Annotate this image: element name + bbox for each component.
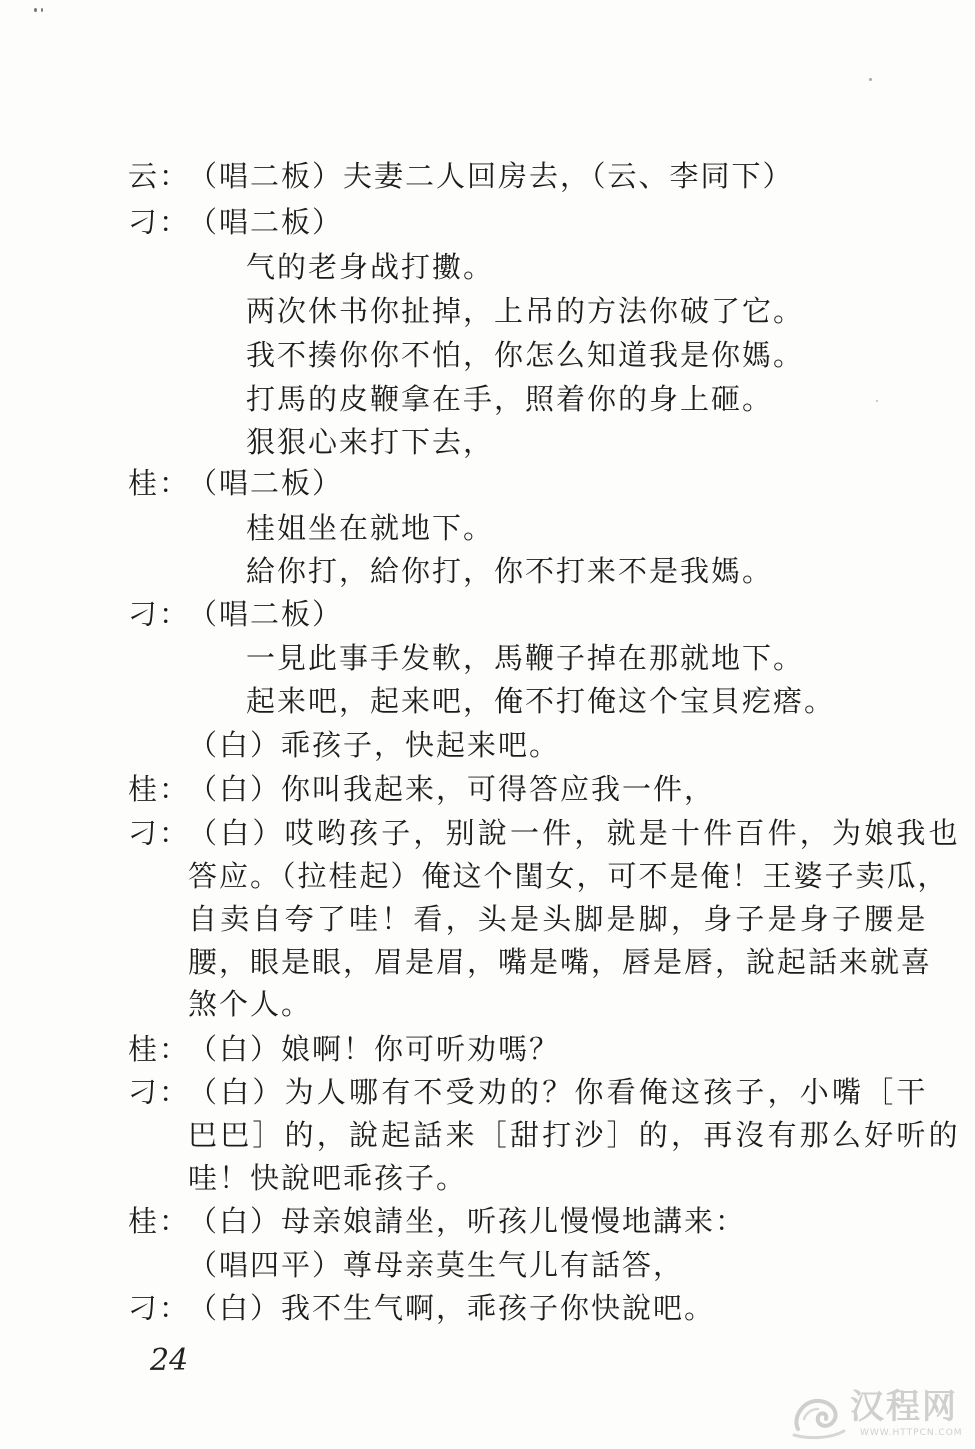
verse-line: 打馬的皮鞭拿在手，照着你的身上砸。 — [246, 382, 774, 416]
speaker-label: 桂： — [128, 1032, 191, 1066]
verse-line: 狠狠心来打下去， — [246, 425, 495, 459]
dialogue-text: （白）为人哪有不受劝的？你看俺这孩子，小嘴［干 — [188, 1075, 929, 1109]
dialogue-text: （唱二板） — [188, 597, 344, 631]
speaker-label: 桂： — [128, 1204, 191, 1238]
verse-line: 一見此事手发軟，馬鞭子掉在那就地下。 — [246, 641, 805, 675]
swirl-logo-icon — [790, 1389, 848, 1441]
speaker-label: 刁： — [128, 1075, 191, 1109]
dialogue-text-continued: 巴巴］的，說起話来［甜打沙］的，再沒有那么好听的 — [188, 1118, 961, 1152]
scan-speck — [34, 8, 37, 12]
verse-line: 气的老身战打擻。 — [246, 250, 495, 284]
dialogue-text: （唱二板） — [188, 205, 344, 239]
dialogue-text-continued: 哇！快說吧乖孩子。 — [188, 1161, 468, 1195]
dialogue-text: （唱二板） — [188, 466, 344, 500]
scan-speck — [876, 400, 878, 402]
watermark — [790, 1385, 970, 1445]
watermark-url: WWW.HTTPCN.COM — [860, 1428, 963, 1438]
verse-line: 給你打，給你打，你不打来不是我媽。 — [246, 554, 774, 588]
dialogue-text: （白）母亲娘請坐，听孩儿慢慢地講来： — [188, 1204, 747, 1238]
dialogue-text: （白）乖孩子，快起来吧。 — [188, 728, 561, 762]
dialogue-text: （白）娘啊！你可听劝嗎？ — [188, 1032, 561, 1066]
scan-speck — [869, 78, 872, 81]
speaker-label: 刁： — [128, 816, 191, 850]
speaker-label: 刁： — [128, 205, 191, 239]
scan-speck — [41, 8, 43, 12]
dialogue-text-continued: 答应。（拉桂起）俺这个閨女，可不是俺！王婆子卖瓜， — [188, 859, 949, 893]
speaker-label: 桂： — [128, 466, 191, 500]
watermark-text: 汉程网 — [850, 1387, 958, 1427]
speaker-label: 刁： — [128, 1291, 191, 1325]
dialogue-text: （白）哎哟孩子，别說一件，就是十件百件，为娘我也 — [188, 816, 961, 850]
dialogue-text: （白）你叫我起来，可得答应我一件， — [188, 772, 716, 806]
speaker-label: 桂： — [128, 772, 191, 806]
dialogue-text-continued: 煞个人。 — [188, 987, 313, 1021]
verse-line: 两次休书你扯掉，上吊的方法你破了它。 — [246, 294, 805, 328]
dialogue-text: （白）我不生气啊，乖孩子你快說吧。 — [188, 1291, 716, 1325]
speaker-label: 刁： — [128, 597, 191, 631]
verse-line: 起来吧，起来吧，俺不打俺这个宝貝疙瘩。 — [246, 684, 836, 718]
verse-line: 桂姐坐在就地下。 — [246, 511, 495, 545]
page-number: 24 — [150, 1343, 189, 1378]
verse-line: 我不揍你你不怕，你怎么知道我是你媽。 — [246, 338, 805, 372]
dialogue-text: （唱四平）尊母亲莫生气儿有話答， — [188, 1248, 685, 1282]
speaker-label: 云： — [128, 159, 191, 193]
dialogue-text-continued: 自卖自夸了哇！看，头是头脚是脚，身子是身子腰是 — [188, 902, 929, 936]
dialogue-text: （唱二板）夫妻二人回房去，（云、李同下） — [188, 159, 794, 193]
dialogue-text-continued: 腰，眼是眼，眉是眉，嘴是嘴，唇是唇，說起話来就喜 — [188, 945, 933, 979]
